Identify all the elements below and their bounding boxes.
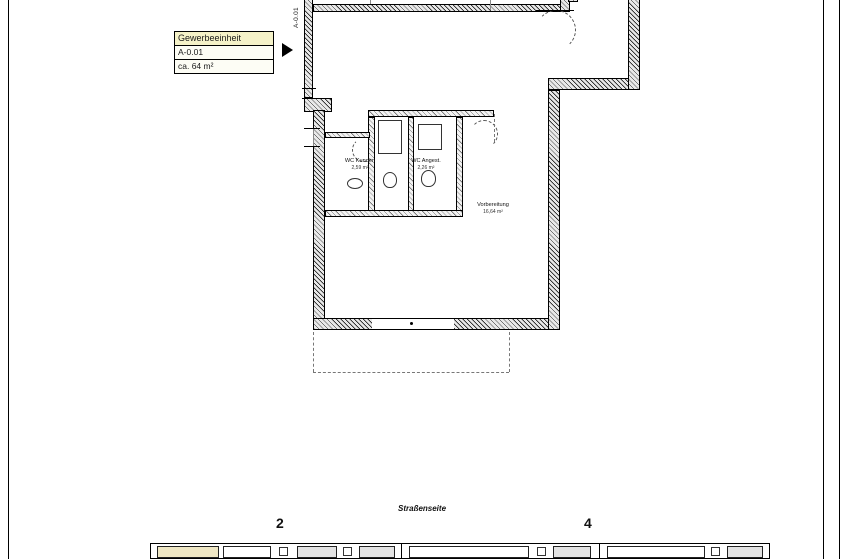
fixture-wc-angest-partition <box>418 124 442 150</box>
fixture-toilet-kunden <box>383 172 397 188</box>
door-leaf-entrance <box>536 10 574 11</box>
elevation-bay-2 <box>223 546 271 558</box>
wall-wc-bottom <box>325 210 463 217</box>
opening-left-b <box>302 98 316 99</box>
elevation-glyph-2 <box>343 547 352 556</box>
elevation-bay-8 <box>727 546 763 558</box>
plan-line-top-d <box>370 0 371 4</box>
elevation-bay-7 <box>607 546 705 558</box>
opening-left-c <box>313 128 314 146</box>
door-leaf-vorbereitung <box>494 114 495 142</box>
elevation-divider-2 <box>599 544 600 558</box>
fixture-toilet-angest <box>421 170 436 187</box>
elevation-bay-5 <box>409 546 529 558</box>
wall-left-upper <box>304 0 313 98</box>
legend-box <box>174 31 274 74</box>
terrace-outline-bottom <box>313 372 509 373</box>
wall-top-interior <box>313 4 569 12</box>
sheet-border-right-inner <box>823 0 824 559</box>
elevation-glyph-3 <box>537 547 546 556</box>
fixture-wc-kunden-partition <box>378 120 402 154</box>
elevation-caption: Straßenseite <box>398 504 447 513</box>
elevation-strip <box>150 543 770 559</box>
section-marker-label: A-0.01 <box>293 7 300 28</box>
wall-ur-pier <box>568 0 578 2</box>
legend-area: ca. 64 m² <box>178 60 214 71</box>
room-label-wc-angest: WC Angest. 2,26 m² <box>411 158 441 172</box>
terrace-outline-right <box>509 332 510 372</box>
elevation-glyph-4 <box>711 547 720 556</box>
opening-left-e <box>304 146 320 147</box>
window-bottom <box>372 318 454 330</box>
elevation-bay-3 <box>297 546 337 558</box>
axis-label-4: 4 <box>584 515 592 531</box>
elevation-glyph-1 <box>279 547 288 556</box>
elevation-bay-1 <box>157 546 219 558</box>
window-mullion-dot <box>410 322 413 325</box>
elevation-bay-6 <box>553 546 591 558</box>
sheet-border-right <box>839 0 840 559</box>
legend-title: Gewerbeeinheit <box>175 32 273 46</box>
wall-right-lower <box>548 90 560 330</box>
wall-right-step <box>548 78 640 90</box>
axis-label-2: 2 <box>276 515 284 531</box>
plan-line-top-e <box>490 0 491 10</box>
elevation-divider-1 <box>401 544 402 558</box>
wall-left-lower <box>313 110 325 330</box>
elevation-bay-4 <box>359 546 395 558</box>
terrace-outline-left <box>313 332 314 372</box>
wall-right-upper <box>628 0 640 90</box>
opening-left-a <box>302 88 316 89</box>
door-swing-entrance <box>536 10 576 50</box>
room-label-wc-kunden: WC Kunden 2,59 m² <box>344 158 376 172</box>
legend-unit-id: A-0.01 <box>175 46 273 60</box>
opening-left-d <box>304 128 320 129</box>
floor-plan <box>290 0 650 400</box>
sheet-border-left <box>8 0 9 559</box>
wall-wc-top <box>368 110 494 117</box>
fixture-sink-kunden <box>347 178 363 189</box>
room-label-vorbereitung: Vorbereitung 16,64 m² <box>477 202 509 216</box>
